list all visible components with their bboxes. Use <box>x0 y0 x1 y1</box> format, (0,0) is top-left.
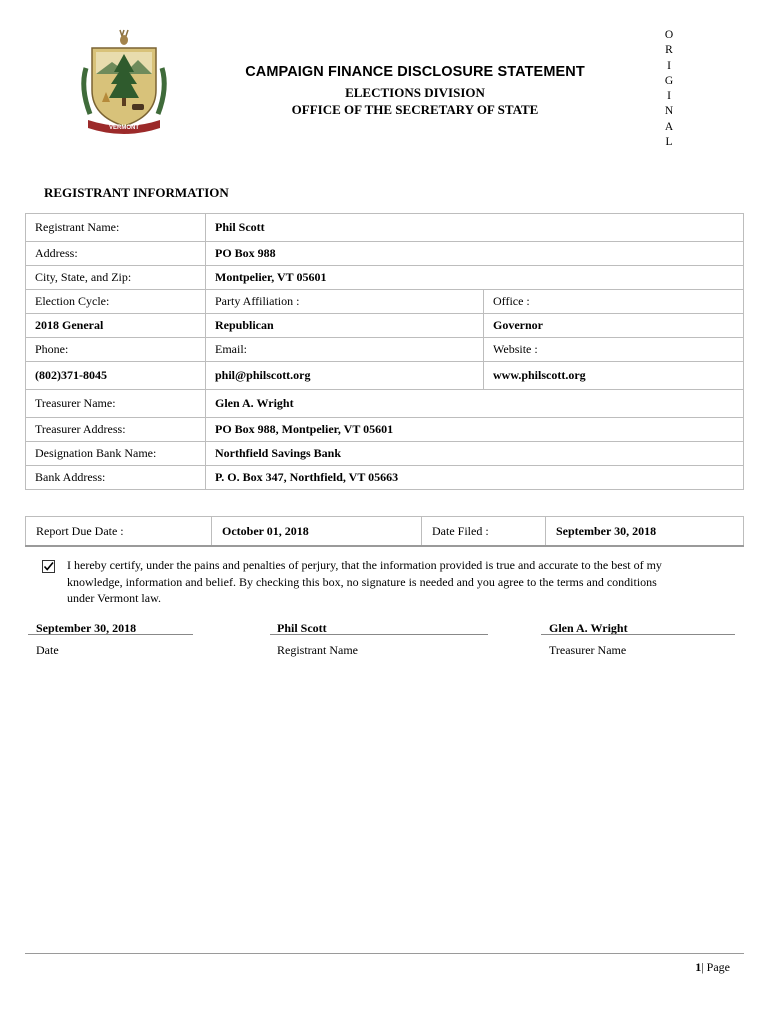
signature-registrant-label: Registrant Name <box>277 643 358 657</box>
original-letter: G <box>664 74 674 87</box>
original-letter: R <box>665 44 673 57</box>
address-value: PO Box 988 <box>206 242 744 266</box>
signature-date-value: September 30, 2018 <box>36 621 137 635</box>
page-number-value: 1 <box>695 960 702 974</box>
division-name: ELECTIONS DIVISION <box>345 85 485 100</box>
bank-address-label: Bank Address: <box>26 466 206 490</box>
treasurer-name-label: Treasurer Name: <box>26 390 206 418</box>
original-vertical-label <box>660 28 678 150</box>
website-value: www.philscott.org <box>484 362 744 390</box>
office-label: Office : <box>484 290 744 314</box>
vermont-seal-icon <box>76 28 172 138</box>
section-heading: REGISTRANT INFORMATION <box>44 185 229 200</box>
treasurer-name-value: Glen A. Wright <box>206 390 744 418</box>
website-label: Website : <box>484 338 744 362</box>
report-due-value: October 01, 2018 <box>212 517 422 547</box>
signature-treasurer-label: Treasurer Name <box>549 643 627 657</box>
phone-value: (802)371-8045 <box>26 362 206 390</box>
page-word: | Page <box>701 960 730 974</box>
city-value: Montpelier, VT 05601 <box>206 266 744 290</box>
seal-banner-text: VERMONT <box>109 125 139 131</box>
report-due-label: Report Due Date : <box>26 517 212 547</box>
certification-text: I hereby certify, under the pains and penalties of perjury, that the information provided is true and accurate to the best of my knowledge, information and belief. By checking this box, no signature is needed and you agree to the terms and conditions under Vermont law. <box>67 558 662 605</box>
registrant-name-label: Registrant Name: <box>26 214 206 242</box>
signature-date-label: Date <box>36 643 59 657</box>
signature-treasurer-line <box>541 634 735 635</box>
email-value: phil@philscott.org <box>206 362 484 390</box>
address-label: Address: <box>26 242 206 266</box>
original-letter: L <box>665 136 673 149</box>
certify-checkbox[interactable] <box>42 560 55 573</box>
date-filed-label: Date Filed : <box>422 517 546 547</box>
signature-date-line <box>28 634 193 635</box>
page-number <box>640 960 730 975</box>
election-cycle-label: Election Cycle: <box>26 290 206 314</box>
office-value: Governor <box>484 314 744 338</box>
email-label: Email: <box>206 338 484 362</box>
party-label: Party Affiliation : <box>206 290 484 314</box>
bank-address-value: P. O. Box 347, Northfield, VT 05663 <box>206 466 744 490</box>
original-letter: I <box>667 90 671 103</box>
registrant-name-value: Phil Scott <box>206 214 744 242</box>
report-dates-table <box>25 516 744 547</box>
party-value: Republican <box>206 314 484 338</box>
original-letter: N <box>664 105 674 118</box>
signature-registrant-line <box>270 634 488 635</box>
bank-name-label: Designation Bank Name: <box>26 442 206 466</box>
original-letter: I <box>667 59 671 72</box>
original-letter: O <box>664 29 674 41</box>
treasurer-address-label: Treasurer Address: <box>26 418 206 442</box>
city-label: City, State, and Zip: <box>26 266 206 290</box>
office-name: OFFICE OF THE SECRETARY OF STATE <box>291 102 539 117</box>
footer-divider <box>25 953 744 954</box>
form-title: CAMPAIGN FINANCE DISCLOSURE STATEMENT <box>245 64 585 80</box>
bank-name-value: Northfield Savings Bank <box>206 442 744 466</box>
phone-label: Phone: <box>26 338 206 362</box>
treasurer-address-value: PO Box 988, Montpelier, VT 05601 <box>206 418 744 442</box>
date-filed-value: September 30, 2018 <box>546 517 744 547</box>
signature-registrant-value: Phil Scott <box>277 621 327 635</box>
signature-treasurer-value: Glen A. Wright <box>549 621 628 635</box>
registrant-table <box>25 213 744 490</box>
election-cycle-value: 2018 General <box>26 314 206 338</box>
original-letter: A <box>664 120 674 133</box>
